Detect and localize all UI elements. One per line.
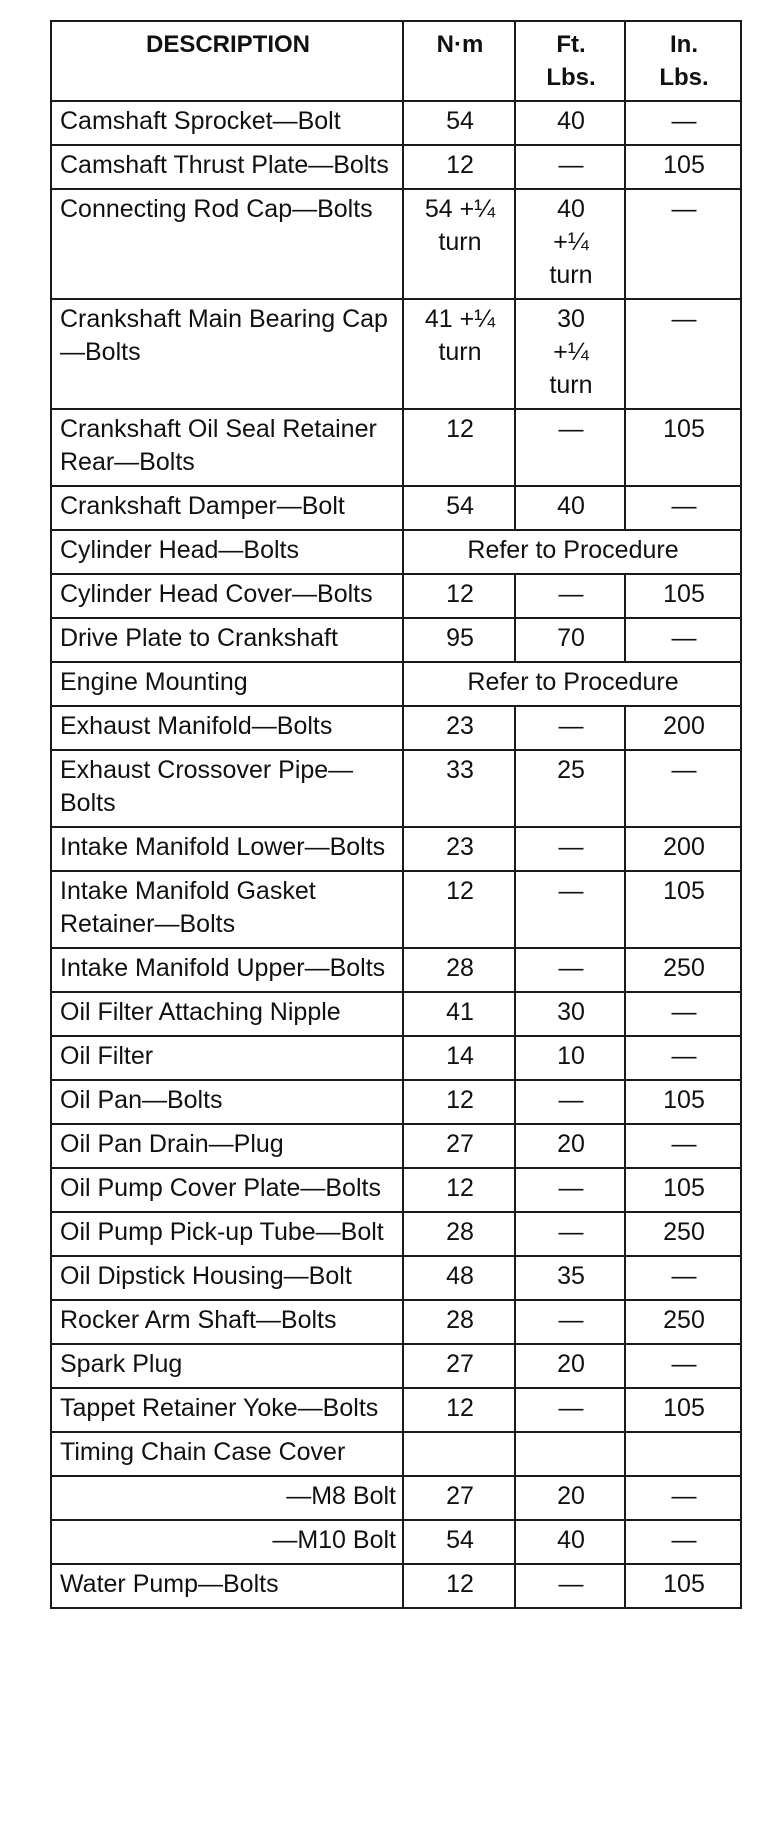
description-cell: Cylinder Head—Bolts [51,530,403,574]
ft-lbs-cell: — [515,827,625,871]
table-row [51,574,741,618]
header-row [51,21,741,101]
table-row [51,145,741,189]
table-row [51,299,741,409]
table-row [51,1432,741,1476]
ft-lbs-cell: — [515,1300,625,1344]
in-lbs-cell: 105 [625,574,741,618]
description-cell: Exhaust Manifold—Bolts [51,706,403,750]
ft-lbs-cell: — [515,1168,625,1212]
nm-cell: 28 [403,1212,515,1256]
table-row [51,618,741,662]
nm-cell [403,1432,515,1476]
header-description: DESCRIPTION [51,21,403,101]
torque-specification-table [50,20,742,1609]
description-cell: Exhaust Crossover Pipe—Bolts [51,750,403,827]
in-lbs-cell: 105 [625,1080,741,1124]
table-row [51,1476,741,1520]
table-row [51,1168,741,1212]
description-cell: Oil Pan Drain—Plug [51,1124,403,1168]
nm-cell: 12 [403,1080,515,1124]
nm-cell: 12 [403,1564,515,1608]
nm-cell: 12 [403,145,515,189]
nm-cell: 27 [403,1476,515,1520]
description-cell: Drive Plate to Crankshaft [51,618,403,662]
table-row [51,827,741,871]
table-row [51,706,741,750]
description-cell: Intake Manifold Gasket Retainer—Bolts [51,871,403,948]
in-lbs-cell: 105 [625,1388,741,1432]
in-lbs-cell: 250 [625,1300,741,1344]
ft-lbs-cell: 40 [515,1520,625,1564]
nm-cell: 12 [403,871,515,948]
description-cell: Crankshaft Damper—Bolt [51,486,403,530]
ft-lbs-cell: — [515,1212,625,1256]
table-row [51,1300,741,1344]
description-cell: Timing Chain Case Cover [51,1432,403,1476]
ft-lbs-cell: 25 [515,750,625,827]
nm-cell: 23 [403,706,515,750]
in-lbs-cell: 250 [625,948,741,992]
ft-lbs-cell: — [515,1388,625,1432]
nm-cell: 41 [403,992,515,1036]
ft-lbs-cell: — [515,574,625,618]
in-lbs-cell: — [625,1344,741,1388]
in-lbs-cell: — [625,618,741,662]
table-row [51,530,741,574]
nm-cell: 33 [403,750,515,827]
nm-cell: 54 +¼ turn [403,189,515,299]
description-cell: —M10 Bolt [51,1520,403,1564]
description-cell: Spark Plug [51,1344,403,1388]
in-lbs-cell: — [625,101,741,145]
ft-lbs-cell: — [515,948,625,992]
description-cell: Engine Mounting [51,662,403,706]
ft-lbs-cell: — [515,1564,625,1608]
ft-lbs-cell: 35 [515,1256,625,1300]
ft-lbs-cell: — [515,1080,625,1124]
description-cell: Oil Pan—Bolts [51,1080,403,1124]
in-lbs-cell: — [625,189,741,299]
header-in-lbs: In. Lbs. [625,21,741,101]
ft-lbs-cell [515,1432,625,1476]
nm-cell: 48 [403,1256,515,1300]
table-row [51,1564,741,1608]
in-lbs-cell: — [625,992,741,1036]
table-row [51,871,741,948]
table-row [51,1520,741,1564]
in-lbs-cell: 105 [625,1168,741,1212]
description-cell: Camshaft Thrust Plate—Bolts [51,145,403,189]
description-cell: Intake Manifold Upper—Bolts [51,948,403,992]
in-lbs-cell: 200 [625,827,741,871]
in-lbs-cell: — [625,1476,741,1520]
ft-lbs-cell: 40 +¼ turn [515,189,625,299]
table-row [51,486,741,530]
nm-cell: 23 [403,827,515,871]
table-row [51,1344,741,1388]
description-cell: Water Pump—Bolts [51,1564,403,1608]
description-cell: Rocker Arm Shaft—Bolts [51,1300,403,1344]
description-cell: Oil Filter Attaching Nipple [51,992,403,1036]
table-row [51,750,741,827]
description-cell: Camshaft Sprocket—Bolt [51,101,403,145]
nm-cell: 28 [403,948,515,992]
nm-cell: 95 [403,618,515,662]
description-cell: Oil Dipstick Housing—Bolt [51,1256,403,1300]
in-lbs-cell: — [625,750,741,827]
nm-cell: 54 [403,1520,515,1564]
nm-cell: 41 +¼ turn [403,299,515,409]
table-row [51,1124,741,1168]
in-lbs-cell: 105 [625,145,741,189]
in-lbs-cell: — [625,1036,741,1080]
description-cell: Connecting Rod Cap—Bolts [51,189,403,299]
nm-cell: 12 [403,409,515,486]
ft-lbs-cell: — [515,145,625,189]
ft-lbs-cell: 70 [515,618,625,662]
in-lbs-cell: 105 [625,409,741,486]
ft-lbs-cell: — [515,409,625,486]
description-cell: Oil Pump Pick-up Tube—Bolt [51,1212,403,1256]
in-lbs-cell: 105 [625,1564,741,1608]
table-row [51,101,741,145]
ft-lbs-cell: 30 +¼ turn [515,299,625,409]
nm-cell: 54 [403,486,515,530]
description-cell: —M8 Bolt [51,1476,403,1520]
ft-lbs-cell: 40 [515,486,625,530]
in-lbs-cell: — [625,1520,741,1564]
ft-lbs-cell: 40 [515,101,625,145]
in-lbs-cell: — [625,486,741,530]
header-nm: N·m [403,21,515,101]
ft-lbs-cell: — [515,871,625,948]
ft-lbs-cell: 20 [515,1344,625,1388]
table-row [51,1212,741,1256]
ft-lbs-cell: 10 [515,1036,625,1080]
ft-lbs-cell: 30 [515,992,625,1036]
procedure-note-cell: Refer to Procedure [403,662,741,706]
table-row [51,1388,741,1432]
nm-cell: 28 [403,1300,515,1344]
table-row [51,948,741,992]
nm-cell: 12 [403,1168,515,1212]
in-lbs-cell [625,1432,741,1476]
ft-lbs-cell: — [515,706,625,750]
table-row [51,189,741,299]
nm-cell: 14 [403,1036,515,1080]
table-row [51,1256,741,1300]
in-lbs-cell: 105 [625,871,741,948]
description-cell: Oil Filter [51,1036,403,1080]
description-cell: Cylinder Head Cover—Bolts [51,574,403,618]
table-row [51,1080,741,1124]
description-cell: Crankshaft Main Bearing Cap—Bolts [51,299,403,409]
table-row [51,1036,741,1080]
table-row [51,992,741,1036]
description-cell: Intake Manifold Lower—Bolts [51,827,403,871]
in-lbs-cell: 200 [625,706,741,750]
description-cell: Tappet Retainer Yoke—Bolts [51,1388,403,1432]
nm-cell: 12 [403,574,515,618]
in-lbs-cell: — [625,1124,741,1168]
in-lbs-cell: — [625,299,741,409]
table-row [51,409,741,486]
ft-lbs-cell: 20 [515,1476,625,1520]
ft-lbs-cell: 20 [515,1124,625,1168]
header-ft-lbs: Ft. Lbs. [515,21,625,101]
nm-cell: 27 [403,1344,515,1388]
in-lbs-cell: — [625,1256,741,1300]
procedure-note-cell: Refer to Procedure [403,530,741,574]
nm-cell: 12 [403,1388,515,1432]
table-row [51,662,741,706]
description-cell: Crankshaft Oil Seal Retainer Rear—Bolts [51,409,403,486]
description-cell: Oil Pump Cover Plate—Bolts [51,1168,403,1212]
nm-cell: 27 [403,1124,515,1168]
nm-cell: 54 [403,101,515,145]
in-lbs-cell: 250 [625,1212,741,1256]
